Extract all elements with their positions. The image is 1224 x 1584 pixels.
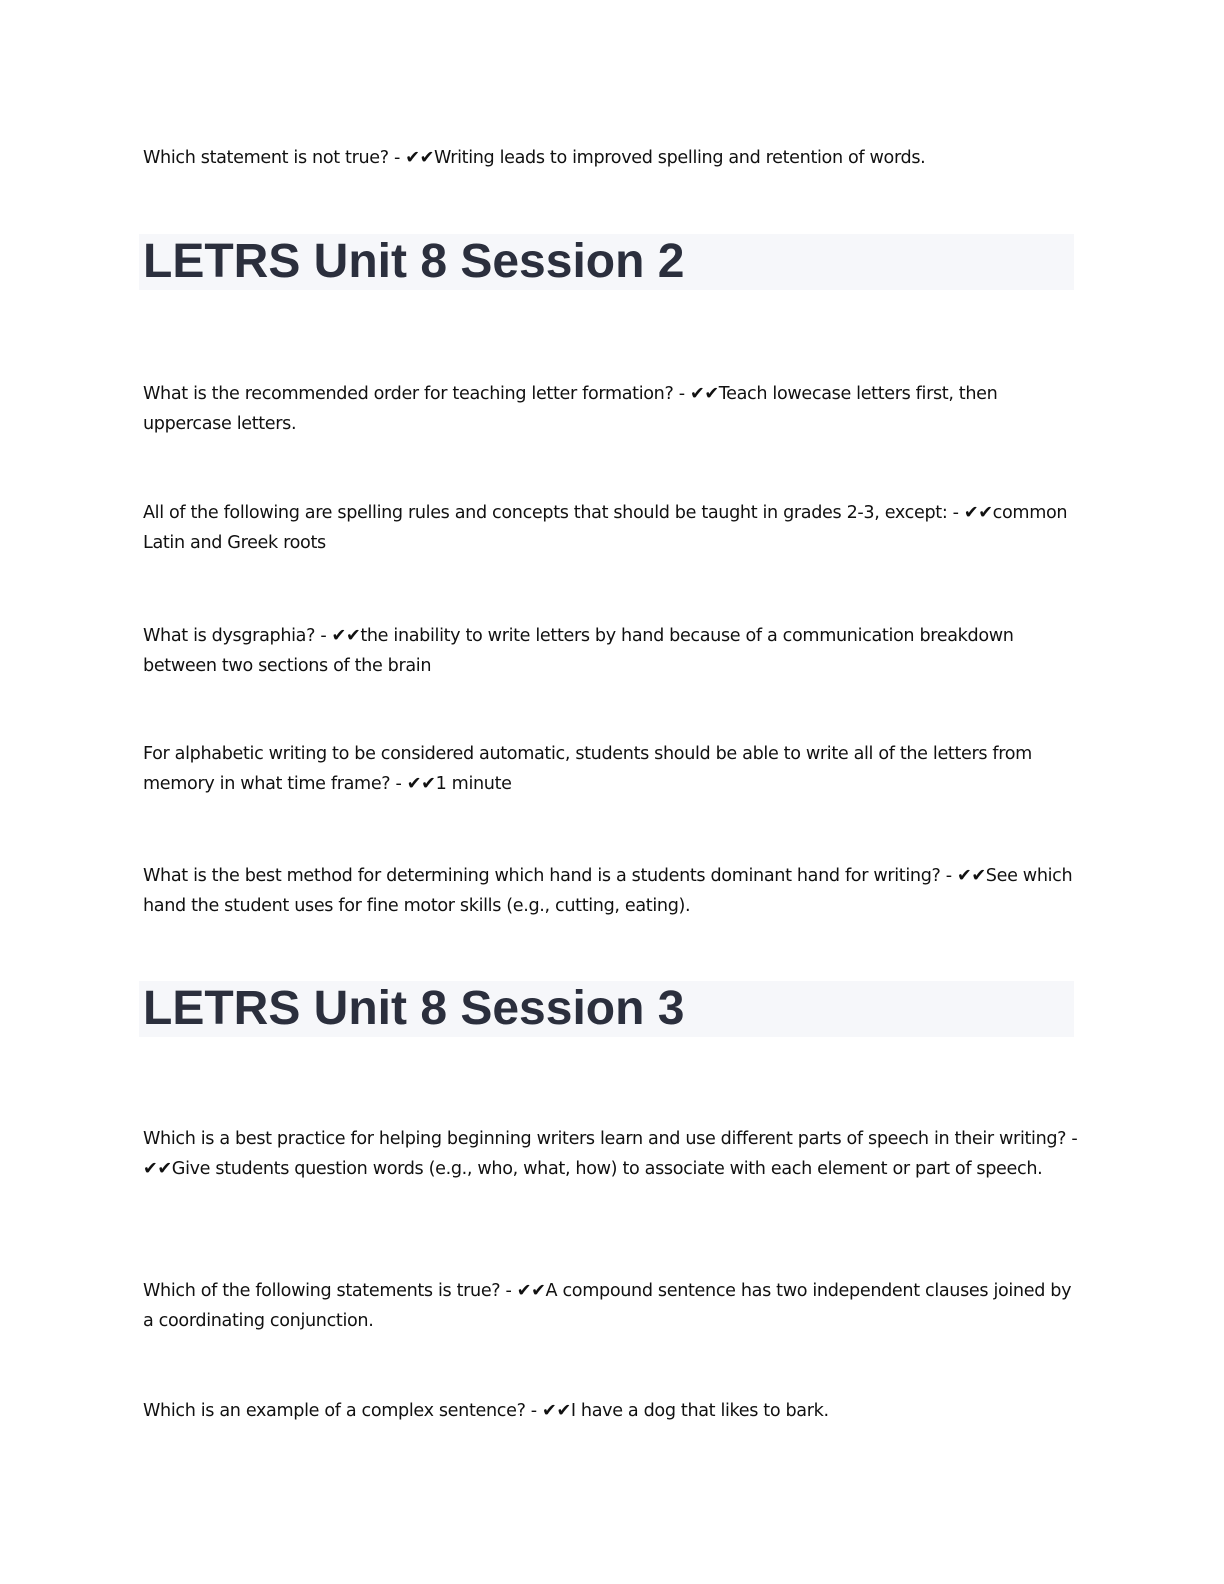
qa-item: Which is an example of a complex sentence? - ✔✔I have a dog that likes to bark. <box>143 1401 829 1421</box>
qa-item: Which statement is not true? - ✔✔Writing leads to improved spelling and retention of words. <box>143 148 926 168</box>
section-heading: LETRS Unit 8 Session 3 <box>143 982 685 1035</box>
qa-item: What is the best method for determining which hand is a students dominant hand for writing? - ✔✔See which hand the student uses for fine motor skills (e.g., cutting, eating). <box>143 866 1073 916</box>
qa-item: For alphabetic writing to be considered automatic, students should be able to write all of the letters from memory in what time frame? - ✔✔1 minute <box>143 744 1032 794</box>
section-heading-band <box>139 234 1074 290</box>
qa-item: Which is a best practice for helping beginning writers learn and use different parts of speech in their writing? - ✔✔Give students question words (e.g., who, what, how) to associate with each element or part of speech. <box>143 1129 1078 1179</box>
section-heading-band <box>139 981 1074 1037</box>
section-heading: LETRS Unit 8 Session 2 <box>143 235 685 288</box>
qa-item: All of the following are spelling rules and concepts that should be taught in grades 2-3, except: - ✔✔common Latin and Greek roots <box>143 503 1068 553</box>
qa-item: Which of the following statements is true? - ✔✔A compound sentence has two independent clauses joined by a coordinating conjunction. <box>143 1281 1072 1331</box>
qa-item: What is the recommended order for teaching letter formation? - ✔✔Teach lowecase letters first, then uppercase letters. <box>143 384 998 434</box>
qa-item: What is dysgraphia? - ✔✔the inability to write letters by hand because of a communication breakdown between two sections of the brain <box>143 626 1014 676</box>
